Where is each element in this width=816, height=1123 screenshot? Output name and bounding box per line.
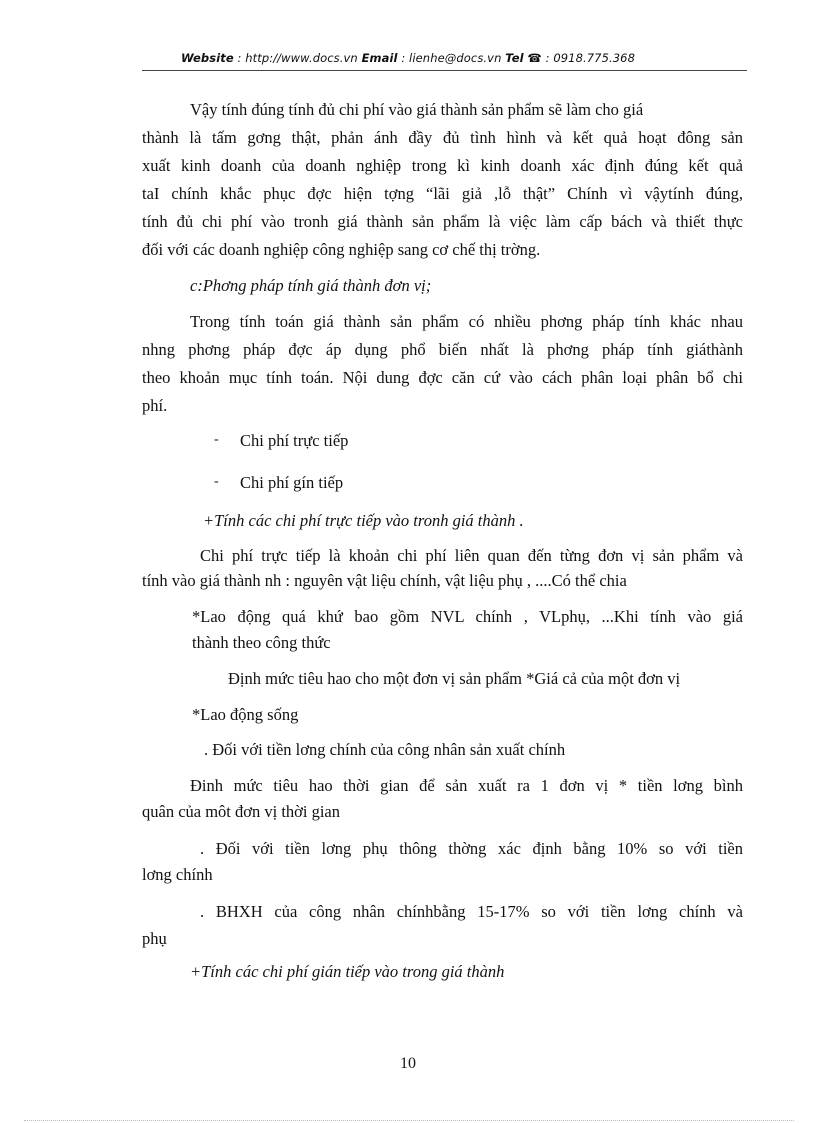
p4-line-1: *Lao động quá khứ bao gồm NVL chính , VLphụ, ...Khi tính vào giá xyxy=(192,607,743,626)
heading-direct-costs: +Tính các chi phí trực tiếp vào tronh giá thành . xyxy=(203,511,524,530)
header-rule xyxy=(142,70,747,71)
website-label: Website xyxy=(180,51,234,65)
formula-wage-line-2: quân của môt đơn vị thời gian xyxy=(142,802,340,821)
labor-heading: *Lao động sống xyxy=(192,705,299,724)
page-bottom-dotted-rule xyxy=(24,1120,794,1121)
main-wage-line: . Đối với tiền lơng chính của công nhân sản xuất chính xyxy=(204,740,566,759)
p1-line-6: đối với các doanh nghiệp công nghiệp sang cơ chế thị trờng. xyxy=(142,240,541,259)
p1-line-3: xuất kinh doanh của doanh nghiệp trong kì kinh doanh xác định đúng kết quả xyxy=(142,156,743,175)
p2-line-2: nhng phơng pháp đợc áp dụng phổ biến nhất là phơng pháp tính giáthành xyxy=(142,340,743,359)
p2-line-1: Trong tính toán giá thành sản phẩm có nhiều phơng pháp tính khác nhau xyxy=(190,312,743,331)
p2-line-3: theo khoản mục tính toán. Nội dung đợc căn cứ vào cách phân loại phân bổ chi xyxy=(142,368,743,387)
bhxh-line-2: phụ xyxy=(142,929,167,948)
p1-line-1: Vậy tính đúng tính đủ chi phí vào giá thành sản phẩm sẽ làm cho giá xyxy=(190,100,644,119)
p1-line-4: taI chính khắc phục đợc hiện tợng “lãi giả ,lỗ thật” Chính vì vậytính đúng, xyxy=(142,184,743,203)
p1-line-5: tính đủ chi phí vào tronh giá thành sản phẩm là việc làm cấp bách và thiết thực xyxy=(142,212,743,231)
bullet-marker: - xyxy=(214,474,219,489)
bhxh-line-1: . BHXH của công nhân chínhbằng 15-17% so với tiền lơng chính và xyxy=(200,902,743,921)
p4-line-2: thành theo công thức xyxy=(192,633,331,652)
p1-line-2: thành là tấm gơng thật, phản ánh đầy đủ tình hình và kết quả hoạt đông sản xyxy=(142,128,743,147)
bullet-item-direct: Chi phí trực tiếp xyxy=(240,431,349,450)
p3-line-1: Chi phí trực tiếp là khoản chi phí liên quan đến từng đơn vị sản phẩm và xyxy=(200,546,743,565)
website-value: : http://www.docs.vn xyxy=(237,51,358,65)
tel-label: Tel xyxy=(505,51,524,65)
p2-line-4: phí. xyxy=(142,396,168,415)
p3-line-2: tính vào giá thành nh : nguyên vật liệu chính, vật liệu phụ , ....Có thể chia xyxy=(142,571,627,590)
formula-material: Định mức tiêu hao cho một đơn vị sản phẩm *Giá cả của một đơn vị xyxy=(228,669,681,688)
aux-wage-line-2: lơng chính xyxy=(142,865,213,884)
bullet-marker: - xyxy=(214,432,219,447)
page-number: 10 xyxy=(400,1055,416,1072)
heading-c: c:Phơng pháp tính giá thành đơn vị; xyxy=(190,276,432,295)
phone-icon: ☎ xyxy=(527,51,542,65)
email-label: Email xyxy=(361,51,398,65)
page-header xyxy=(0,51,816,65)
aux-wage-line-1: . Đối với tiền lơng phụ thông thờng xác định bằng 10% so với tiền xyxy=(200,839,743,858)
bullet-item-indirect: Chi phí gín tiếp xyxy=(240,473,344,492)
formula-wage-line-1: Đinh mức tiêu hao thời gian để sản xuất ra 1 đơn vị * tiền lơng bình xyxy=(190,776,743,795)
email-value: : lienhe@docs.vn xyxy=(401,51,502,65)
heading-indirect-costs: +Tính các chi phí gián tiếp vào trong giá thành xyxy=(190,962,505,981)
tel-value: : 0918.775.368 xyxy=(545,51,636,65)
